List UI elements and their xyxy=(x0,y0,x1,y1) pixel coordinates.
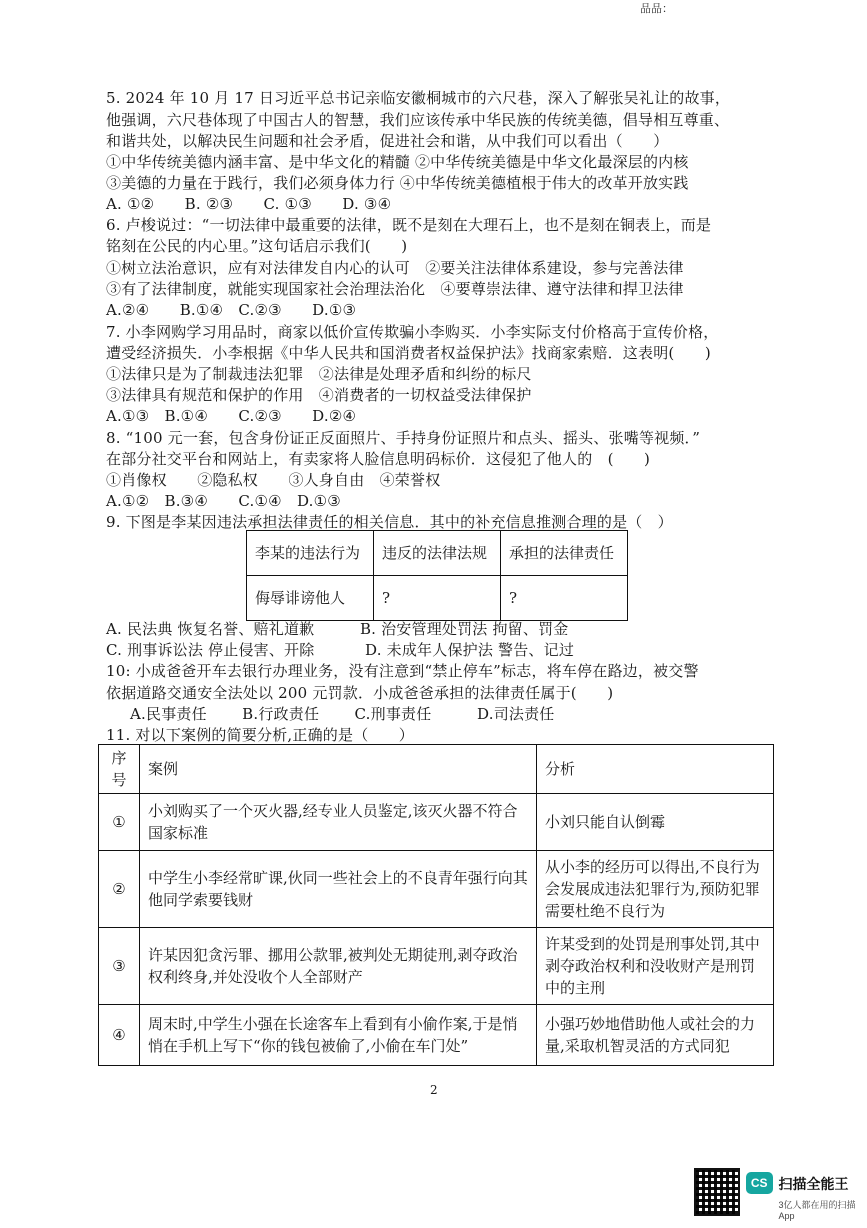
q9-options-2: C. 刑事诉讼法 停止侵害、开除 D. 未成年人保护法 警告、记过 xyxy=(106,641,575,659)
q8-line-1: 8. “100 元一套，包含身份证正反面照片、手持身份证照片和点头、摇头、张嘴等视频．” xyxy=(106,429,701,447)
q7-line-4: ③法律具有规范和保护的作用 ④消费者的一切权益受法律保护 xyxy=(106,386,532,404)
row-number: ① xyxy=(99,794,140,851)
q5-line-2: 他强调，六尺巷体现了中国古人的智慧，我们应该传承中华民族的传统美德，倡导相互尊重、 xyxy=(106,111,730,129)
q6-line-1: 6. 卢梭说过：“一切法律中最重要的法律，既不是刻在大理石上，也不是刻在铜表上，而是 xyxy=(106,216,712,234)
q7-options: A.①③ B.①④ C.②③ D.②④ xyxy=(106,407,357,425)
table-row xyxy=(99,794,774,851)
watermark-name: 扫描全能王 xyxy=(778,1176,849,1192)
q8-options: A.①② B.③④ C.①④ D.①③ xyxy=(106,492,341,510)
page-number: 2 xyxy=(430,1083,438,1097)
q10-line-1: 10: 小成爸爸开车去银行办理业务，没有注意到“禁止停车”标志，将车停在路边，被交警 xyxy=(106,662,699,680)
analysis-cell: 小刘只能自认倒霉 xyxy=(537,794,774,851)
q5-options: A. ①② B. ②③ C. ①③ D. ③④ xyxy=(106,195,392,213)
table-header-cell: 分析 xyxy=(537,745,774,794)
q5-line-3: 和谐共处，以解决民生问题和社会矛盾，促进社会和谐，从中我们可以看出（ ） xyxy=(106,132,669,150)
table-row xyxy=(247,576,628,621)
q9-stem: 9. 下图是李某因违法承担法律责任的相关信息．其中的补充信息推测合理的是（ ） xyxy=(106,513,673,531)
row-number: ④ xyxy=(99,1005,140,1066)
top-mark: 品品： xyxy=(640,2,673,15)
table-header-cell: 序号 xyxy=(99,745,140,794)
table-cell: 侮辱诽谤他人 xyxy=(247,576,374,621)
case-cell: 周末时,中学生小强在长途客车上看到有小偷作案,于是悄悄在手机上写下“你的钱包被偷了,小偷在车门处” xyxy=(140,1005,537,1066)
q6-options: A.②④ B.①④ C.②③ D.①③ xyxy=(106,301,357,319)
table-header-cell: 李某的违法行为 xyxy=(247,531,374,576)
table-cell: ? xyxy=(374,576,501,621)
q11-table xyxy=(98,744,774,1066)
case-cell: 中学生小李经常旷课,伙同一些社会上的不良青年强行向其他同学索要钱财 xyxy=(140,851,537,928)
analysis-cell: 许某受到的处罚是刑事处罚,其中剥夺政治权利和没收财产是刑罚中的主刑 xyxy=(537,928,774,1005)
watermark-text xyxy=(779,1168,867,1221)
q7-line-3: ①法律只是为了制裁违法犯罪 ②法律是处理矛盾和纠纷的标尺 xyxy=(106,365,532,383)
watermark-sub: 3亿人都在用的扫描App xyxy=(778,1200,856,1221)
analysis-cell: 从小李的经历可以得出,不良行为会发展成违法犯罪行为,预防犯罪需要杜绝不良行为 xyxy=(537,851,774,928)
table-header-cell: 承担的法律责任 xyxy=(501,531,628,576)
q9-table xyxy=(246,530,628,621)
q10-line-2: 依据道路交通安全法处以 200 元罚款．小成爸爸承担的法律责任属于( ) xyxy=(106,684,614,702)
table-row xyxy=(247,531,628,576)
q5-line-4: ①中华传统美德内涵丰富、是中华文化的精髓 ②中华传统美德是中华文化最深层的内核 xyxy=(106,153,689,171)
scanner-watermark xyxy=(694,1168,867,1221)
table-row xyxy=(99,928,774,1005)
row-number: ② xyxy=(99,851,140,928)
q9-options-1: A. 民法典 恢复名誉、赔礼道歉 B. 治安管理处罚法 拘留、罚金 xyxy=(106,620,569,638)
case-cell: 许某因犯贪污罪、挪用公款罪,被判处无期徒刑,剥夺政治权利终身,并处没收个人全部财产 xyxy=(140,928,537,1005)
table-row xyxy=(99,1005,774,1066)
q8-line-3: ①肖像权 ②隐私权 ③人身自由 ④荣誉权 xyxy=(106,471,441,489)
q5-line-1: 5. 2024 年 10 月 17 日习近平总书记亲临安徽桐城市的六尺巷，深入了解张吴礼让的故事， xyxy=(106,89,731,107)
camscanner-logo-icon: CS xyxy=(746,1172,773,1194)
row-number: ③ xyxy=(99,928,140,1005)
table-row xyxy=(99,851,774,928)
table-header-cell: 违反的法律法规 xyxy=(374,531,501,576)
table-header-cell: 案例 xyxy=(140,745,537,794)
q6-line-4: ③有了法律制度，就能实现国家社会治理法治化 ④要尊崇法律、遵守法律和捍卫法律 xyxy=(106,280,684,298)
table-row xyxy=(99,745,774,794)
q8-line-2: 在部分社交平台和网站上，有卖家将人脸信息明码标价．这侵犯了他人的 ( ) xyxy=(106,450,651,468)
q7-line-2: 遭受经济损失．小李根据《中华人民共和国消费者权益保护法》找商家索赔．这表明( ) xyxy=(106,344,711,362)
q11-stem: 11. 对以下案例的简要分析,正确的是（ ） xyxy=(106,726,414,744)
case-cell: 小刘购买了一个灭火器,经专业人员鉴定,该灭火器不符合国家标准 xyxy=(140,794,537,851)
q10-options: A.民事责任 B.行政责任 C.刑事责任 D.司法责任 xyxy=(130,705,555,723)
q6-line-3: ①树立法治意识，应有对法律发自内心的认可 ②要关注法律体系建设，参与完善法律 xyxy=(106,259,684,277)
analysis-cell: 小强巧妙地借助他人或社会的力量,采取机智灵活的方式同犯 xyxy=(537,1005,774,1066)
q7-line-1: 7. 小李网购学习用品时，商家以低价宣传欺骗小李购买．小李实际支付价格高于宣传价格， xyxy=(106,323,719,341)
q6-line-2: 铭刻在公民的内心里。”这句话启示我们( ) xyxy=(106,237,408,255)
table-cell: ? xyxy=(501,576,628,621)
qr-code-icon xyxy=(694,1168,740,1216)
q5-line-5: ③美德的力量在于践行，我们必须身体力行 ④中华传统美德植根于伟大的改革开放实践 xyxy=(106,174,689,192)
